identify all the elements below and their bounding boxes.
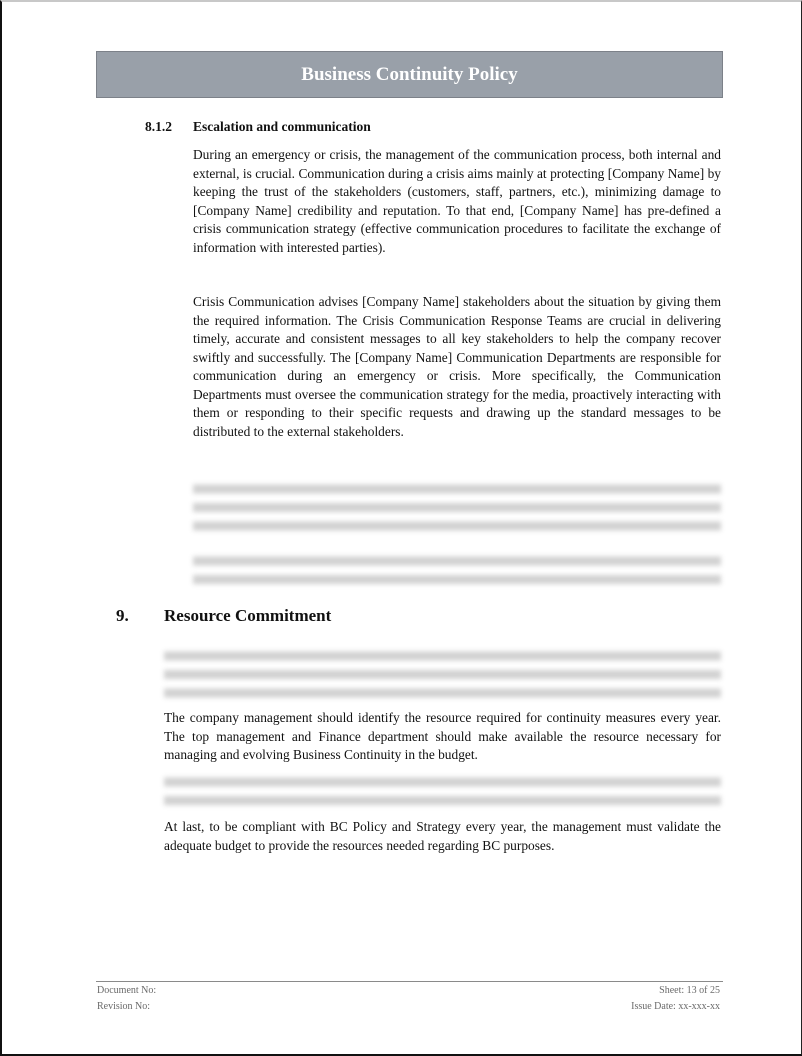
section-number: 8.1.2 — [145, 119, 172, 134]
footer-issue-date: Issue Date: xx-xxx-xx — [631, 1001, 720, 1012]
section-title: Escalation and communication — [193, 119, 371, 134]
paragraph-crisis-communication: Crisis Communication advises [Company Name] stakeholders about the situation by giving them the required information. The Crisis Communication Response Teams are crucial in delivering timely, accurate and consistent messages to all key stakeholders to help the company recover swiftly and successfully. The [Company Name] Communication Departments are responsible for communication during an emergency or crisis. More specifically, the Communication Departments must oversee the communication strategy for the media, proactively interacting with them or responding to their specific requests and drawing up the standard messages to be distributed to the external stakeholders. — [193, 294, 721, 439]
footer-right — [631, 983, 720, 1015]
footer-revision-no: Revision No: — [97, 1001, 151, 1012]
section-title: Resource Commitment — [164, 606, 332, 625]
blurred-paragraph — [193, 480, 721, 536]
document-title: Business Continuity Policy — [301, 63, 518, 85]
paragraph-budget-validation: At last, to be compliant with BC Policy and Strategy every year, the management must validate the adequate budget to provide the resources needed regarding BC purposes. — [164, 819, 721, 853]
blurred-paragraph — [164, 773, 721, 811]
section-heading-9 — [116, 606, 331, 626]
document-header-band — [96, 51, 723, 98]
paragraph-escalation-intro: During an emergency or crisis, the management of the communication process, both internal and external, is crucial. Communication during a crisis aims mainly at protecting [Company Name] by keeping the trust of the stakeholders (customers, staff, partners, etc.), minimizing damage to [Company Name] credibility and reputation. To that end, [Company Name] has pre-defined a crisis communication strategy (effective communication procedures to facilitate the exchange of information with interested parties). — [193, 147, 721, 255]
blurred-paragraph — [193, 552, 721, 590]
footer-document-no: Document No: — [97, 985, 157, 996]
footer-left — [97, 983, 156, 1015]
section-number: 9. — [116, 606, 129, 625]
paragraph-resource-identification: The company management should identify the resource required for continuity measures every year. The top management and Finance department should make available the resource necessary for managing and evolving Business Continuity in the budget. — [164, 710, 721, 762]
section-heading-8-1-2 — [145, 119, 371, 135]
footer-sheet: Sheet: 13 of 25 — [659, 985, 720, 996]
footer-divider — [96, 981, 723, 982]
blurred-paragraph — [164, 647, 721, 701]
